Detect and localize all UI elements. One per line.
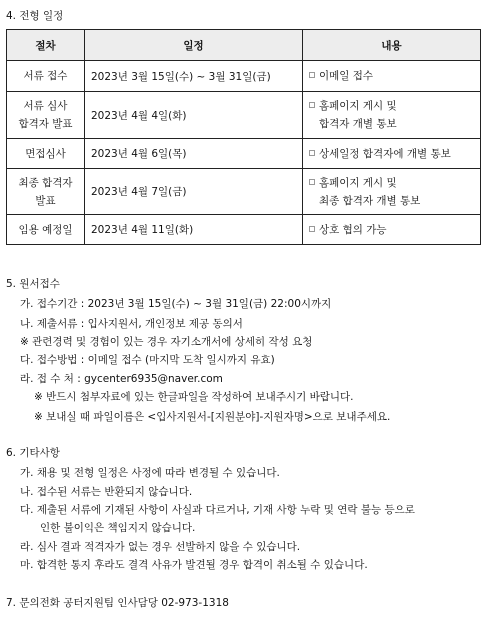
header-content: 내용 [303,30,481,61]
step-text: 임용 예정일 [18,223,73,236]
note-item: ※ 관련경력 및 경험이 있는 경우 자기소개서에 상세히 작성 요청 [20,336,313,348]
table-row [7,139,481,169]
note-item: ※ 반드시 첨부자료에 있는 한글파일을 작성하여 보내주시기 바랍니다. [34,391,354,403]
table-row [7,61,481,92]
content-text: 상호 협의 가능 [319,223,387,236]
step-cell [7,61,85,92]
step-text: 합격자 발표 [18,118,73,130]
section5-title: 5. 원서접수 [6,278,60,290]
step-text: 최종 합격자 [18,176,73,189]
step-text: 서류 접수 [23,70,68,82]
header-step: 절차 [7,30,85,61]
date-cell: 2023년 4월 4일(화) [85,92,303,139]
note-item: ※ 보내실 때 파일이름은 <입사지원서-[지원분야]-지원자명>으로 보내주세요. [34,411,391,423]
bullet-icon [309,179,315,185]
content-cell [303,169,481,215]
list-item: 가. 채용 및 전형 일정은 사정에 따라 변경될 수 있습니다. [20,467,280,479]
schedule-table [6,29,481,245]
date-cell: 2023년 4월 6일(목) [85,139,303,169]
step-text: 서류 심사 [23,100,68,112]
content-cell [303,215,481,245]
list-item: 다. 접수방법 : 이메일 접수 (마지막 도착 일시까지 유효) [20,354,275,366]
table-header-row [7,30,481,61]
list-item: 라. 접 수 처 : gycenter6935@naver.com [20,373,223,385]
list-item: 나. 접수된 서류는 반환되지 않습니다. [20,486,193,498]
list-item: 가. 접수기간 : 2023년 3월 15일(수) ~ 3월 31일(금) 22:00시까지 [20,298,332,310]
bullet-icon [309,226,315,232]
step-text: 면접심사 [25,147,66,160]
date-cell: 2023년 4월 11일(화) [85,215,303,245]
step-cell [7,215,85,245]
table-row [7,92,481,139]
section6-title: 6. 기타사항 [6,447,60,459]
content-cell [303,139,481,169]
content-cell [303,92,481,139]
bullet-icon [309,72,315,78]
list-item: 나. 제출서류 : 입사지원서, 개인정보 제공 동의서 [20,318,243,330]
list-item-continuation: 인한 불이익은 책임지지 않습니다. [40,522,196,534]
content-text: 합격자 개별 통보 [319,118,397,130]
content-text: 이메일 접수 [319,70,374,82]
bullet-icon [309,150,315,156]
step-cell [7,169,85,215]
content-text: 홈페이지 게시 및 [319,100,397,112]
section4-title: 4. 전형 일정 [6,10,64,22]
header-date: 일정 [85,30,303,61]
table-row [7,215,481,245]
list-item: 다. 제출된 서류에 기재된 사항이 사실과 다르거나, 기재 사항 누락 및 연락 불능 등으로 [20,504,415,516]
bullet-icon [309,102,315,108]
list-item: 라. 심사 결과 적격자가 없는 경우 선발하지 않을 수 있습니다. [20,541,301,553]
content-text: 홈페이지 게시 및 [319,176,397,189]
content-text: 최종 합격자 개별 통보 [319,194,421,207]
section7-title: 7. 문의전화 공터지원팀 인사담당 02-973-1318 [6,597,229,609]
date-cell: 2023년 3월 15일(수) ~ 3월 31일(금) [85,61,303,92]
content-text: 상세일정 합격자에 개별 통보 [319,147,451,160]
step-cell [7,139,85,169]
step-text: 발표 [35,194,56,207]
step-cell [7,92,85,139]
list-item: 마. 합격한 통지 후라도 결격 사유가 발견될 경우 합격이 취소될 수 있습니다. [20,559,368,571]
table-row [7,169,481,215]
content-cell [303,61,481,92]
date-cell: 2023년 4월 7일(금) [85,169,303,215]
